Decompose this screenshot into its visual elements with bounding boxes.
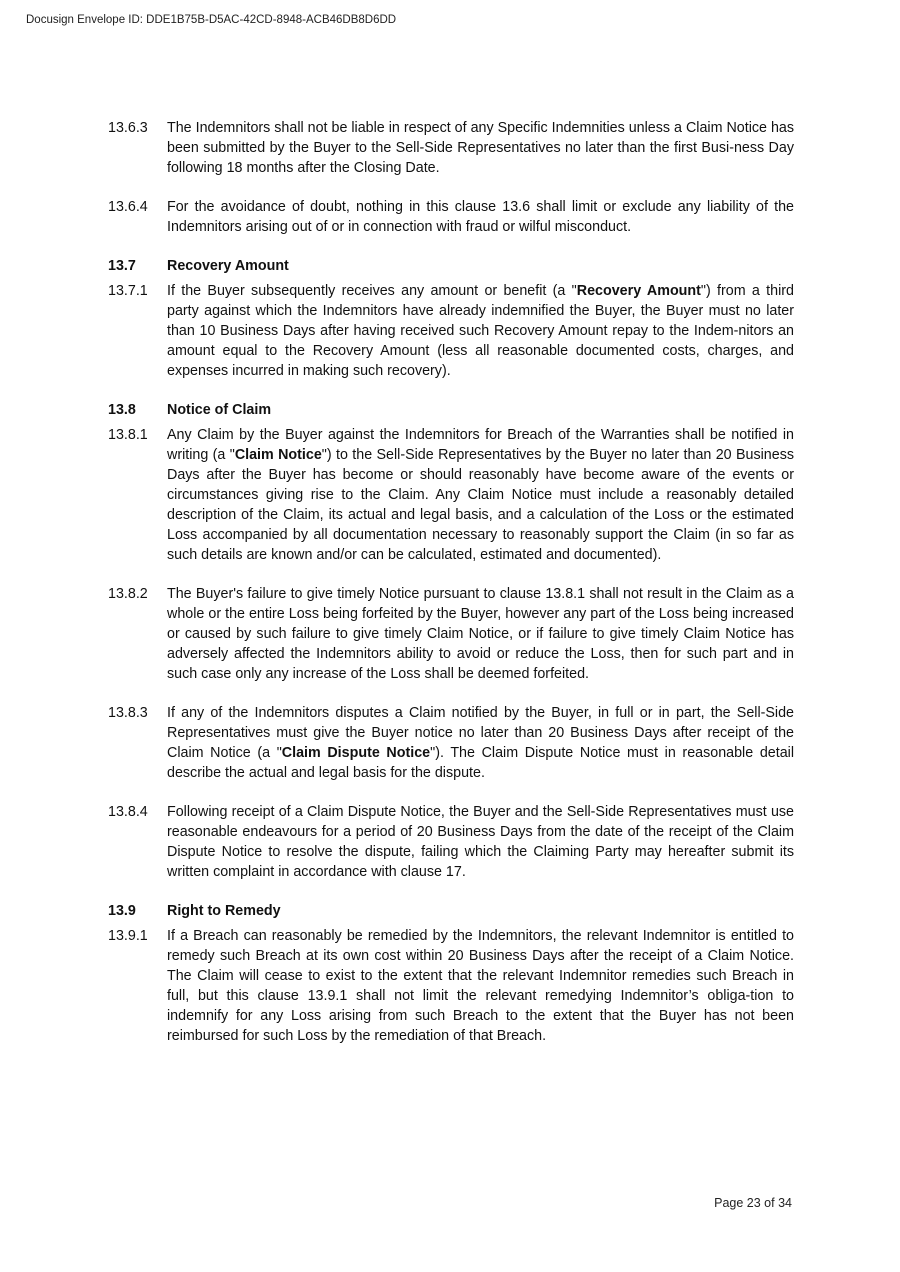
section-number: 13.7 <box>108 258 136 274</box>
clause-number: 13.6.3 <box>108 120 148 136</box>
defined-term: Claim Notice <box>234 447 322 463</box>
clause-number: 13.8.3 <box>108 705 148 721</box>
clause-number: 13.9.1 <box>108 928 148 944</box>
clause-number: 13.8.4 <box>108 804 148 820</box>
clause-number: 13.8.2 <box>108 586 148 602</box>
clause-number: 13.6.4 <box>108 199 148 215</box>
clause-13-6-3 <box>108 118 794 178</box>
clause-text: The Buyer's failure to give timely Notice pursuant to clause 13.8.1 shall not result in the Claim as a whole or the entire Loss being forfeited by the Buyer, however any part of the Loss being increased or caused by such failure to give timely Claim Notice, or if failure to give timely Claim Notice has adversely affected the Indemnitors ability to avoid or reduce the Loss, then for such part and in such case only any increase of the Loss shall be deemed forfeited. <box>167 586 794 682</box>
clause-13-6-4 <box>108 197 794 237</box>
clause-13-8-1 <box>108 425 794 565</box>
clause-number: 13.8.1 <box>108 427 148 443</box>
clause-text: The Indemnitors shall not be liable in respect of any Specific Indemnities unless a Claim Notice has been submitted by the Buyer to the Sell-Side Representatives no later than the first Busi-ness Day following 18 months after the Closing Date. <box>167 120 794 176</box>
page-number: Page 23 of 34 <box>714 1196 792 1210</box>
clause-text <box>167 425 794 565</box>
defined-term: Recovery Amount <box>576 283 701 299</box>
section-title: Recovery Amount <box>167 258 289 274</box>
clause-text-pre: If any of the Indemnitors disputes a Claim notified by the Buyer, in full or in part, the Sell-Side Representatives must give the Buyer notice no later than 20 Business Days after receipt of the Claim Notice (a " <box>167 705 794 761</box>
document-body <box>108 118 794 1046</box>
clause-text-post: "). The Claim Dispute Notice must in reasonable detail describe the actual and legal basis for the dispute. <box>167 745 794 781</box>
clause-text <box>167 281 794 381</box>
clause-text <box>167 703 794 783</box>
section-number: 13.9 <box>108 903 136 919</box>
clause-text: If a Breach can reasonably be remedied by the Indemnitors, the relevant Indemnitor is entitled to remedy such Breach at its own cost within 20 Business Days after the receipt of a Claim Notice. The Claim will cease to exist to the extent that the relevant Indemnitor remedies such Breach in full, but this clause 13.9.1 shall not limit the relevant remedying Indemnitor’s obliga-tion to indemnify for any Loss arising from such Breach to the extent that the Buyer has not been reimbursed for such Loss by the remediation of that Breach. <box>167 928 794 1044</box>
clause-text: For the avoidance of doubt, nothing in this clause 13.6 shall limit or exclude any liability of the Indemnitors arising out of or in connection with fraud or wilful misconduct. <box>167 199 794 235</box>
defined-term: Claim Dispute Notice <box>281 745 431 761</box>
section-heading-13-8 <box>108 400 794 420</box>
clause-text-post: ") from a third party against which the Indemnitors have already indemnified the Buyer, the Buyer must no later than 10 Business Days after having received such Recovery Amount repay to the Indem-nitors an amount equal to the Recovery Amount (less all reasonable documented costs, charges, and expenses incurred in making such recovery). <box>167 283 794 379</box>
section-title: Notice of Claim <box>167 402 272 418</box>
envelope-id: Docusign Envelope ID: DDE1B75B-D5AC-42CD-8948-ACB46DB8D6DD <box>26 14 397 26</box>
clause-text: Following receipt of a Claim Dispute Notice, the Buyer and the Sell-Side Representatives must use reasonable endeavours for a period of 20 Business Days from the date of the receipt of the Claim Dispute Notice to resolve the dispute, failing which the Claiming Party may hereafter submit its written complaint in accordance with clause 17. <box>167 804 794 880</box>
clause-number: 13.7.1 <box>108 283 148 299</box>
section-heading-13-7 <box>108 256 794 276</box>
clause-13-7-1 <box>108 281 794 381</box>
clause-13-8-4 <box>108 802 794 882</box>
section-title: Right to Remedy <box>167 903 281 919</box>
clause-text-pre: Any Claim by the Buyer against the Indemnitors for Breach of the Warranties shall be notified in writing (a " <box>167 427 794 463</box>
section-heading-13-9 <box>108 901 794 921</box>
clause-text-pre: If the Buyer subsequently receives any amount or benefit (a " <box>167 283 577 299</box>
clause-13-8-3 <box>108 703 794 783</box>
clause-text-post: ") to the Sell-Side Representatives by the Buyer no later than 20 Business Days after the Buyer has become or should reasonably have become aware of the events or circumstances giving rise to the Claim. Any Claim Notice must include a reasonably detailed description of the Claim, its actual and legal basis, and a calculation of the Loss or the estimated Loss accompanied by all documentation necessary to reasonably support the Claim (in so far as such details are known and/or can be calculated, estimated and documented). <box>167 447 794 563</box>
clause-13-8-2 <box>108 584 794 684</box>
section-number: 13.8 <box>108 402 136 418</box>
clause-13-9-1 <box>108 926 794 1046</box>
